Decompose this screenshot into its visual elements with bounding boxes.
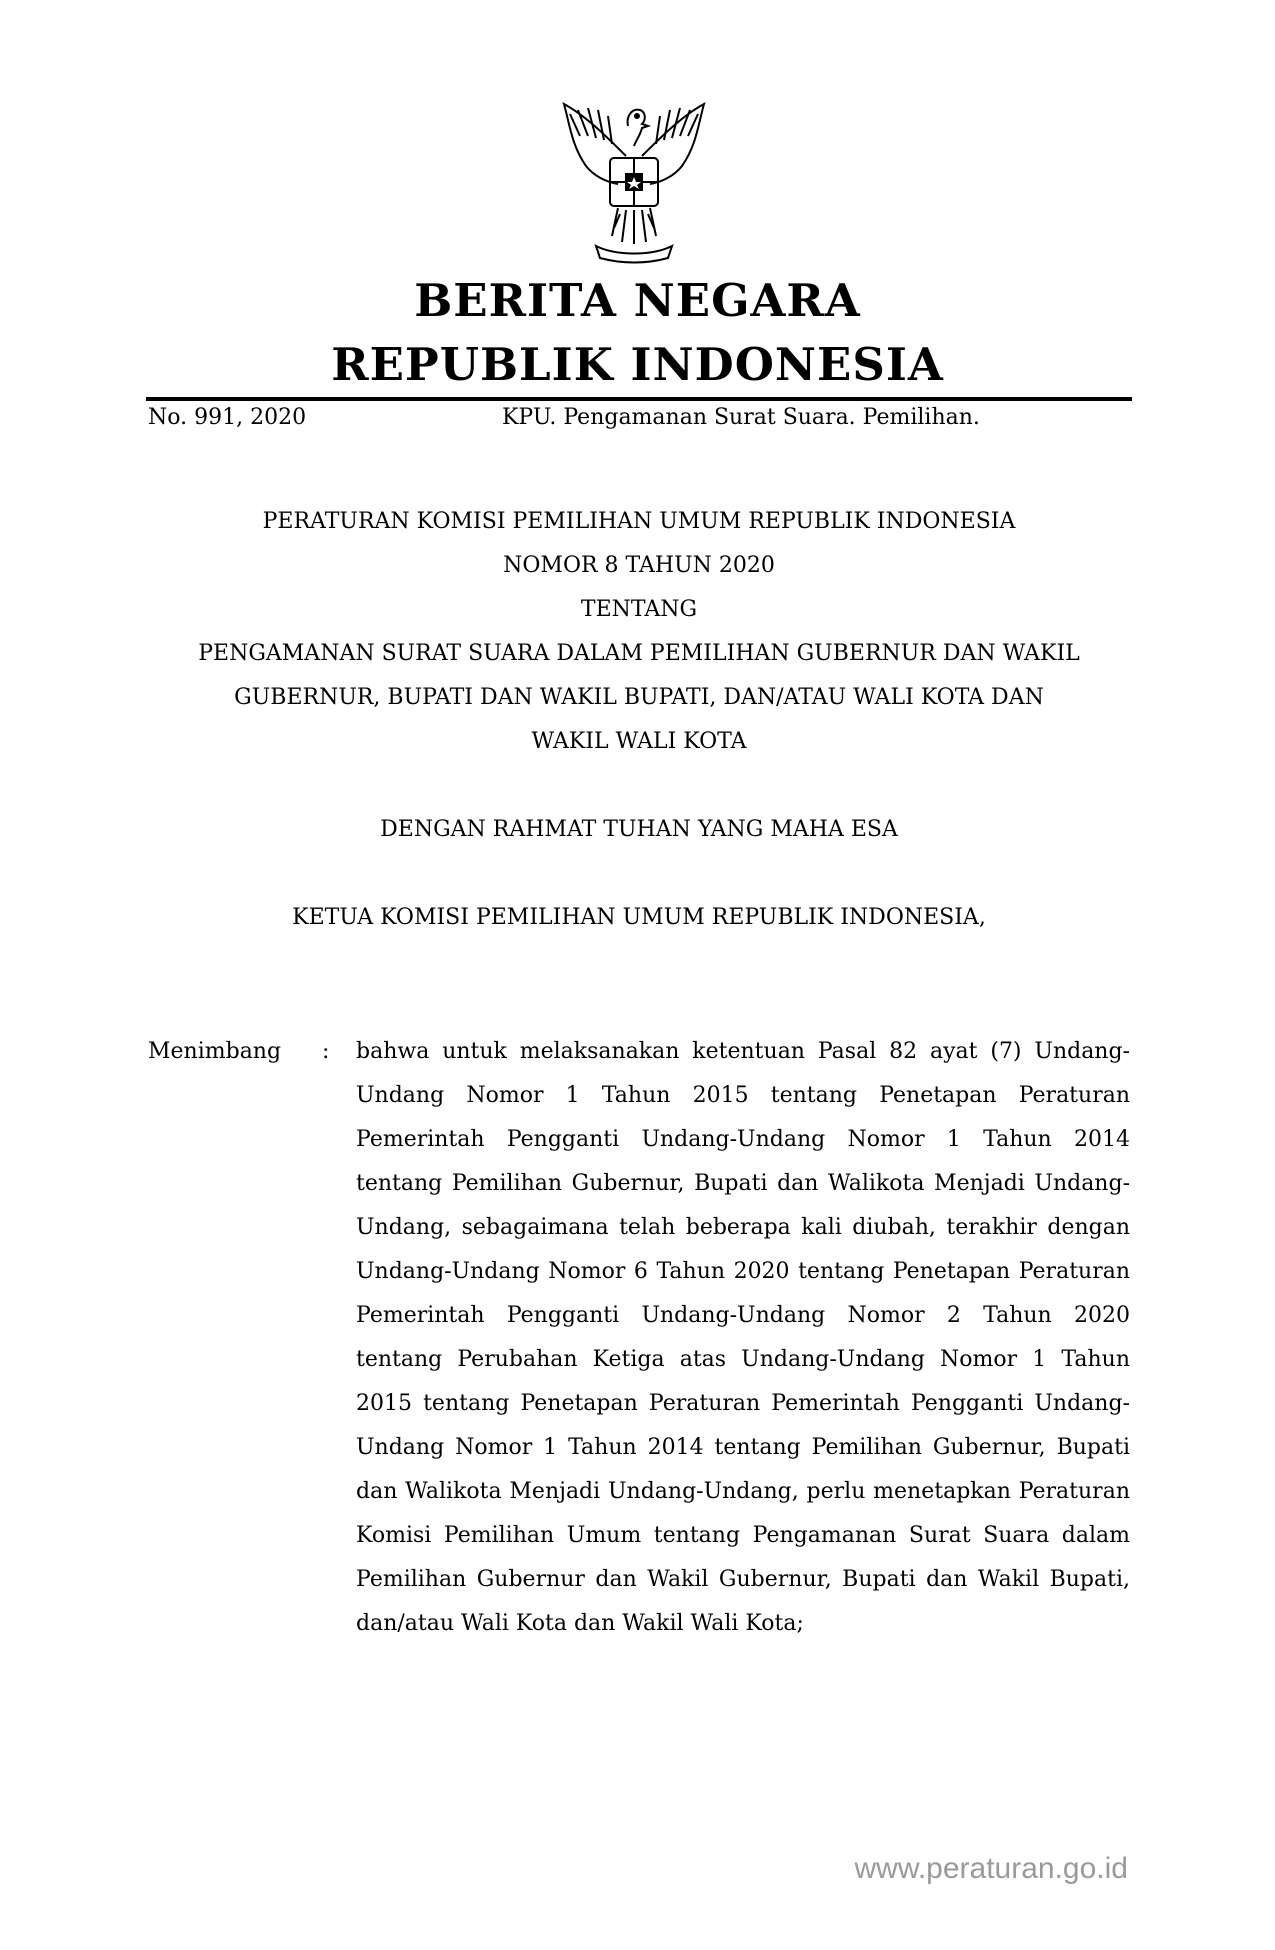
masthead-subtitle: REPUBLIK INDONESIA	[331, 338, 944, 391]
title-line: TENTANG	[580, 597, 698, 622]
regulation-title	[146, 500, 1132, 764]
preamble-rahmat: DENGAN RAHMAT TUHAN YANG MAHA ESA	[380, 817, 898, 842]
title-line: PERATURAN KOMISI PEMILIHAN UMUM REPUBLIK INDONESIA	[262, 509, 1016, 534]
garuda-emblem-icon	[556, 96, 712, 266]
title-line: PENGAMANAN SURAT SUARA DALAM PEMILIHAN GUBERNUR DAN WAKIL	[198, 641, 1080, 666]
gazette-topic: KPU. Pengamanan Surat Suara. Pemilihan.	[502, 405, 980, 430]
masthead-divider	[146, 397, 1132, 401]
menimbang-separator: :	[322, 1039, 330, 1064]
menimbang-text: bahwa untuk melaksanakan ketentuan Pasal 82 ayat (7) Undang-Undang Nomor 1 Tahun 2015 tentang Penetapan Peraturan Pemerintah Pengganti Undang-Undang Nomor 1 Tahun 2014 tentang Pemilihan Gubernur, Bupati dan Walikota Menjadi Undang-Undang, sebagaimana telah beberapa kali diubah, terakhir dengan Undang-Undang Nomor 6 Tahun 2020 tentang Penetapan Peraturan Pemerintah Pengganti Undang-Undang Nomor 2 Tahun 2020 tentang Perubahan Ketiga atas Undang-Undang Nomor 1 Tahun 2015 tentang Penetapan Peraturan Pemerintah Pengganti Undang-Undang Nomor 1 Tahun 2014 tentang Pemilihan Gubernur, Bupati dan Walikota Menjadi Undang-Undang, perlu menetapkan Peraturan Komisi Pemilihan Umum tentang Pengamanan Surat Suara dalam Pemilihan Gubernur dan Wakil Gubernur, Bupati dan Wakil Bupati, dan/atau Wali Kota dan Wakil Wali Kota;	[356, 1039, 1130, 1636]
gazette-number: No. 991, 2020	[148, 405, 307, 430]
masthead-title: BERITA NEGARA	[414, 274, 861, 327]
menimbang-label: Menimbang	[148, 1039, 282, 1064]
source-watermark: www.peraturan.go.id	[854, 1852, 1128, 1885]
preamble-ketua: KETUA KOMISI PEMILIHAN UMUM REPUBLIK INDONESIA,	[292, 905, 986, 930]
title-line: NOMOR 8 TAHUN 2020	[503, 553, 775, 578]
title-line: WAKIL WALI KOTA	[531, 729, 747, 754]
title-line: GUBERNUR, BUPATI DAN WAKIL BUPATI, DAN/ATAU WALI KOTA DAN	[234, 685, 1044, 710]
